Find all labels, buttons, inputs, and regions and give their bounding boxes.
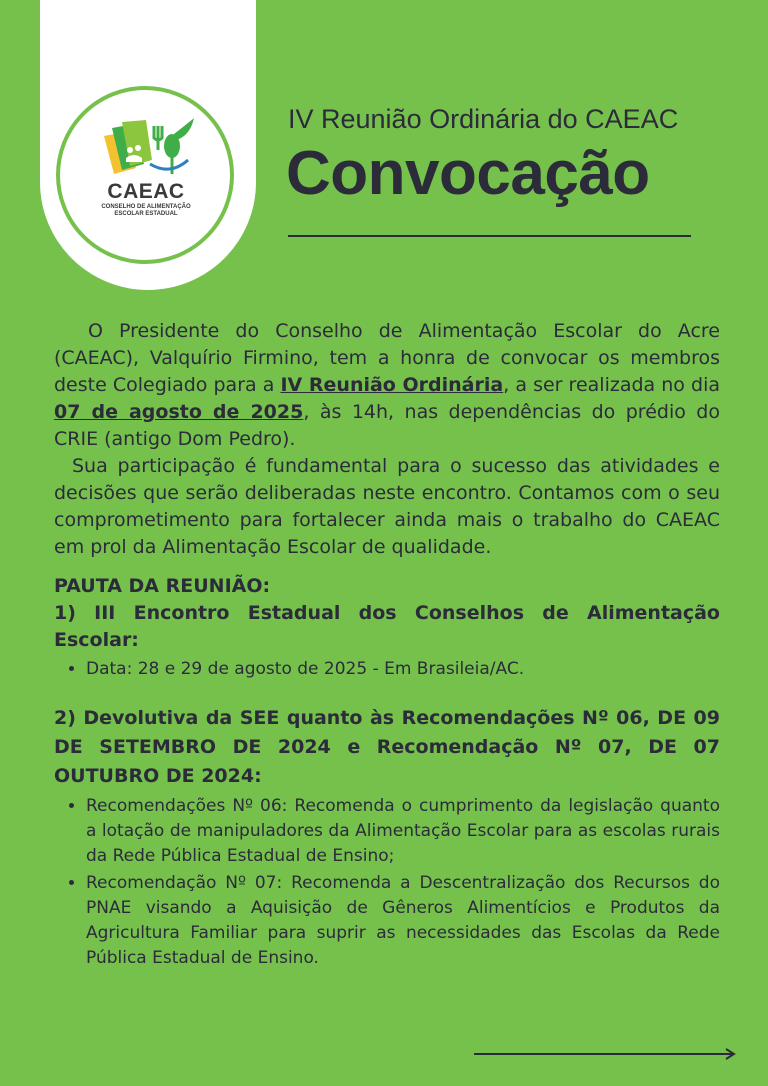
agenda-title: PAUTA DA REUNIÃO: [54,575,271,597]
logo-name: CAEAC [107,180,185,203]
logo-subtitle-line2: ESCOLAR ESTADUAL [114,211,178,217]
logo-subtitle [84,204,208,218]
meeting-subtitle: IV Reunião Ordinária do CAEAC [288,104,679,134]
p1-text-a: O Presidente do Conselho de Alimentação Escolar do Acre (CAEAC), Valquírio Firmino, tem a honra de convocar os membros deste Colegiado para a [54,320,720,396]
participation-paragraph: Sua participação é fundamental para o sucesso das atividades e decisões que serão deliberadas neste encontro. Contamos com o seu comprometimento para fortalecer ainda mais o trabalho do CAEAC em prol da Alimentação Escolar de qualidade. [54,455,720,558]
p1-text-b: , a ser realizada no dia [503,374,720,396]
document-body [54,318,720,973]
agenda-item-1-title: 1) III Encontro Estadual dos Conselhos de Alimentação Escolar: [54,602,720,651]
meeting-date-highlight: 07 de agosto de 2025 [54,401,304,423]
page-title: Convocação [286,139,650,208]
convocation-paragraph [54,318,720,453]
list-item: • Recomendações Nº 06: Recomenda o cumprimento da legislação quanto a lotação de manipuladores da Alimentação Escolar para as escolas rurais da Rede Pública Estadual de Ensino; [86,794,720,869]
meeting-name-highlight: IV Reunião Ordinária [280,374,504,396]
arrow-right-icon [474,1047,738,1061]
caeac-logo-icon [100,116,196,180]
agenda-item-2-title: 2) Devolutiva da SEE quanto às Recomendações Nº 06, DE 09 DE SETEMBRO DE 2024 e Recomendação Nº 07, DE 07 OUTUBRO DE 2024: [54,707,720,787]
list-item: • Data: 28 e 29 de agosto de 2025 - Em Brasileia/AC. [86,657,720,682]
list-item: • Recomendação Nº 07: Recomenda a Descentralização dos Recursos do PNAE visando a Aquisição de Gêneros Alimentícios e Produtos da Agricultura Familiar para suprir as necessidades das Escolas da Rede Pública Estadual de Ensino. [86,871,720,971]
logo-subtitle-line1: CONSELHO DE ALIMENTAÇÃO [101,204,191,210]
p1-text-c: , às 14h, nas dependências do prédio do CRIE (antigo Dom Pedro). [54,401,720,450]
agenda-item-1-list [54,657,720,682]
title-divider [288,235,691,237]
agenda-item-2-list [54,794,720,971]
